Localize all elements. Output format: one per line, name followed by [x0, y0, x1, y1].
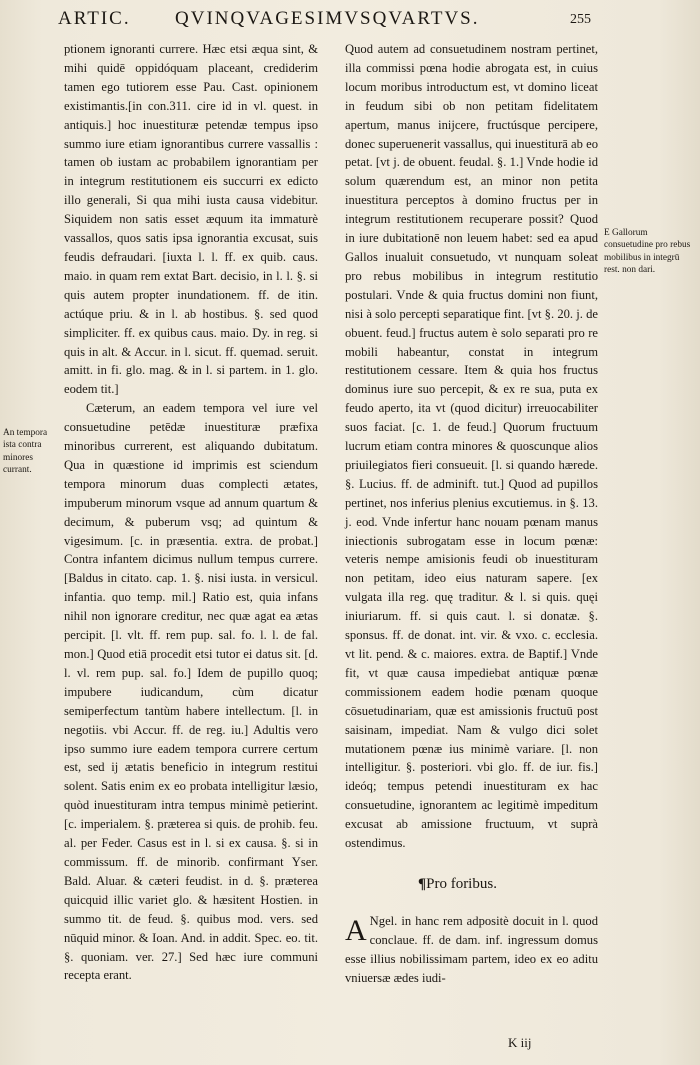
right-paragraph-1: Quod autem ad consuetudinem nostram pertinet, illa commissi pœna hodie abrogata est, in cuius locum moribus introductum est, vt domino liceat in feudum sibi ob non petitam fidelitatem apertum, manus inijcere, fructúsque percipere, donec superuenerit vassallus, qui inuestiturā ab eo petat. [vt j. de obuent. feudal. §. 1.] Vnde hodie id solum quærendum est, an minor non petita inuestitura perceptos à domino fructus per in integrum restitutionem recuperare possit? Quod in iure dubitationē non leuem habet: sed ea apud Gallos inualuit consuetudo, vt nunquam soleat pro rebus mobilibus in integrum restitutio postulari. Vnde & quia fructus domini non fiunt, nisi à solo percepti separatique fint. [vt §. 20. j. de obuent. feud.] fructus autem è solo separati pro re mobili habeantur, constat in integrum restitutionem cessare. Item & quia hos fructus dominus iure suo percepit, & ex re sua, puta ex feudo aperto, ita vt (quod dicitur) irreuocabiliter suos faciat. [c. 1. de feud.] Quorum fructuum lucrum etiam contra minores & quoscunque alios priuilegiatos fieri consueuit. [l. si quando hærede. §. Lucius. ff. de adminift. tut.] Quod ad pupillos pertinet, nos inferius plenius excutiemus. in §. 13. j. eod. Vnde infertur hanc nouam pœnam manus iniectionis subrogatam esse in locum pœnæ: veteris nempe amisionis feudi ob inuestituram non petitam, ideo eius naturam sapere. [ex vulgata illa reg. quę traditur. & l. si quis. quęi iniuriarum. ff. si quis caut. l. si donatæ. §. sponsus. ff. de donat. int. vir. & vxo. c. ecclesia. vt lit. pend. & c. maiores. extra. de Baptif.] Vnde fit, vt quæ causa impediebat antiquæ pœnæ commissionem eadem hodie pœnam quoque cōsuetudinariam, quæ est amissionis fructuū post saisinam, impediat. Nam & vulgo dici solet mutationem pœnæ ius minimè variare. [l. non intelligitur. §. posteriori. vbi glo. ff. de iur. fis.] ideóq; tempus petendi inuestituram ex hac consuetudine, ignorantem ac legitimè impeditum excusat ab amissione fructuum, vt suprà ostendimus. [345, 42, 598, 851]
right-column [345, 40, 598, 853]
header-article: ARTIC. [58, 8, 131, 29]
left-paragraph-1: ptionem ignoranti currere. Hæc etsi æqua sint, & mihi quidē oppidóquam placeant, crediderim tamen ego tutiorem esse Pau. Cast. opinionem existimantis.[in con.311. cire id in vl. quest. in antiquis.] hoc inuestituræ petendæ tempus ipso summo iure etiam ignorantibus currere vassallis : tamen ob iustam ac probabilem ignorantiam per in integrum restitutionem eis succurri ex edicto illo generali, Si qua mihi iusta causa videbitur. Siquidem non satis esset æquum ita immaturè vassallos, quos satis ipsa ignorantia excusat, suis feudis defraudari. [iuxta l. l. ff. ex quib. caus. maio. in quam rem extat Bart. decisio, in l. l. §. si quis autem propter inundationem. ff. de itin. actúque priu. & in l. ab hostibus. §. sed quod simpliciter. ff. ex quibus caus. maio. Dy. in reg. si quis in alt. & Accur. in l. sicut. ff. quemad. seruit. amitt. in fi. glo. mag. & in l. si partem. in 1. glo. eodem tit.] [64, 42, 318, 397]
left-paragraph-2: Cæterum, an eadem tempora vel iure vel consuetudine petēdæ inuestituræ præfixa minoribus currerent, est aliquando dubitatum. Qua in quæstione id imprimis est sciendum tempora minorum duas complecti ætates, impuberum minorum vsque ad annum quartum & decimum, & puberum vsq; ad quintum & vigesimum. [c. in præsentia. extra. de probat.] Contra infantem dicimus nullum tempus currere. [Baldus in citato. cap. 1. §. nisi iusta. in versicul. infantia. quo temp. mil.] Ratio est, quia infans nihil non ignorare creditur, nec quæ agat ea ætas percipit. [l. vlt. ff. rem pup. sal. fo. l. l. de fal. mon.] Quod etiā procedit etsi tutor ei datus sit. [d. l. vl. rem pup. sal. fo.] Idem de pupillo quoq; impubere iudicandum, cùm dicatur semiperfectum tantùm habere intellectum. [l. in negotiis. vbi Accur. ff. de reg. iu.] Adultis vero ipso summo iure eadem tempora currere certum est, sed ij ætatis beneficio in integrum restitui solent. Satis enim ex eo probata intelligitur læsio, quòd inuestituram intra tempus minimè petierint. [c. imperialem. §. præterea si quis. de prohib. feu. al. per Feder. Casus est in l. si ex causa. §. si in commissum. ff. de minorib. confirmant Yser. Bald. Aluar. & cæteri feudist. in d. §. præterea quicquid illic variet glo. & hæsitent Hostien. in summo tit. de feud. §. quibus mod. vers. sed nūquid minor. & Ioan. And. in addit. Spec. eo. tit. §. quoniam. ver. 27.] Sed hæc iure communi recepta erant. [64, 401, 318, 983]
margin-note-left: An tempora ista contra minores currant. [3, 428, 48, 476]
header-title: QVINQVAGESIMVSQVARTVS. [175, 8, 480, 29]
drop-cap: A [345, 914, 367, 947]
section-title-text: Pro foribus. [426, 876, 497, 892]
section-heading [418, 876, 497, 893]
final-paragraph [345, 912, 598, 988]
pilcrow-icon: ¶ [418, 876, 427, 892]
margin-note-right: E Gallorum consuetudine pro rebus mobilibus in integrū rest. non dari. [604, 228, 691, 276]
left-column [64, 40, 318, 985]
final-paragraph-text: Ngel. in hanc rem adpositè docuit in l. quod conclaue. ff. de dam. inf. ingressum domus esse illius nobilissimam partem, ideo ex eo aditu vniuersæ ædes iudi- [345, 914, 598, 985]
signature-mark: K iij [508, 1035, 532, 1050]
page-number: 255 [570, 12, 591, 27]
